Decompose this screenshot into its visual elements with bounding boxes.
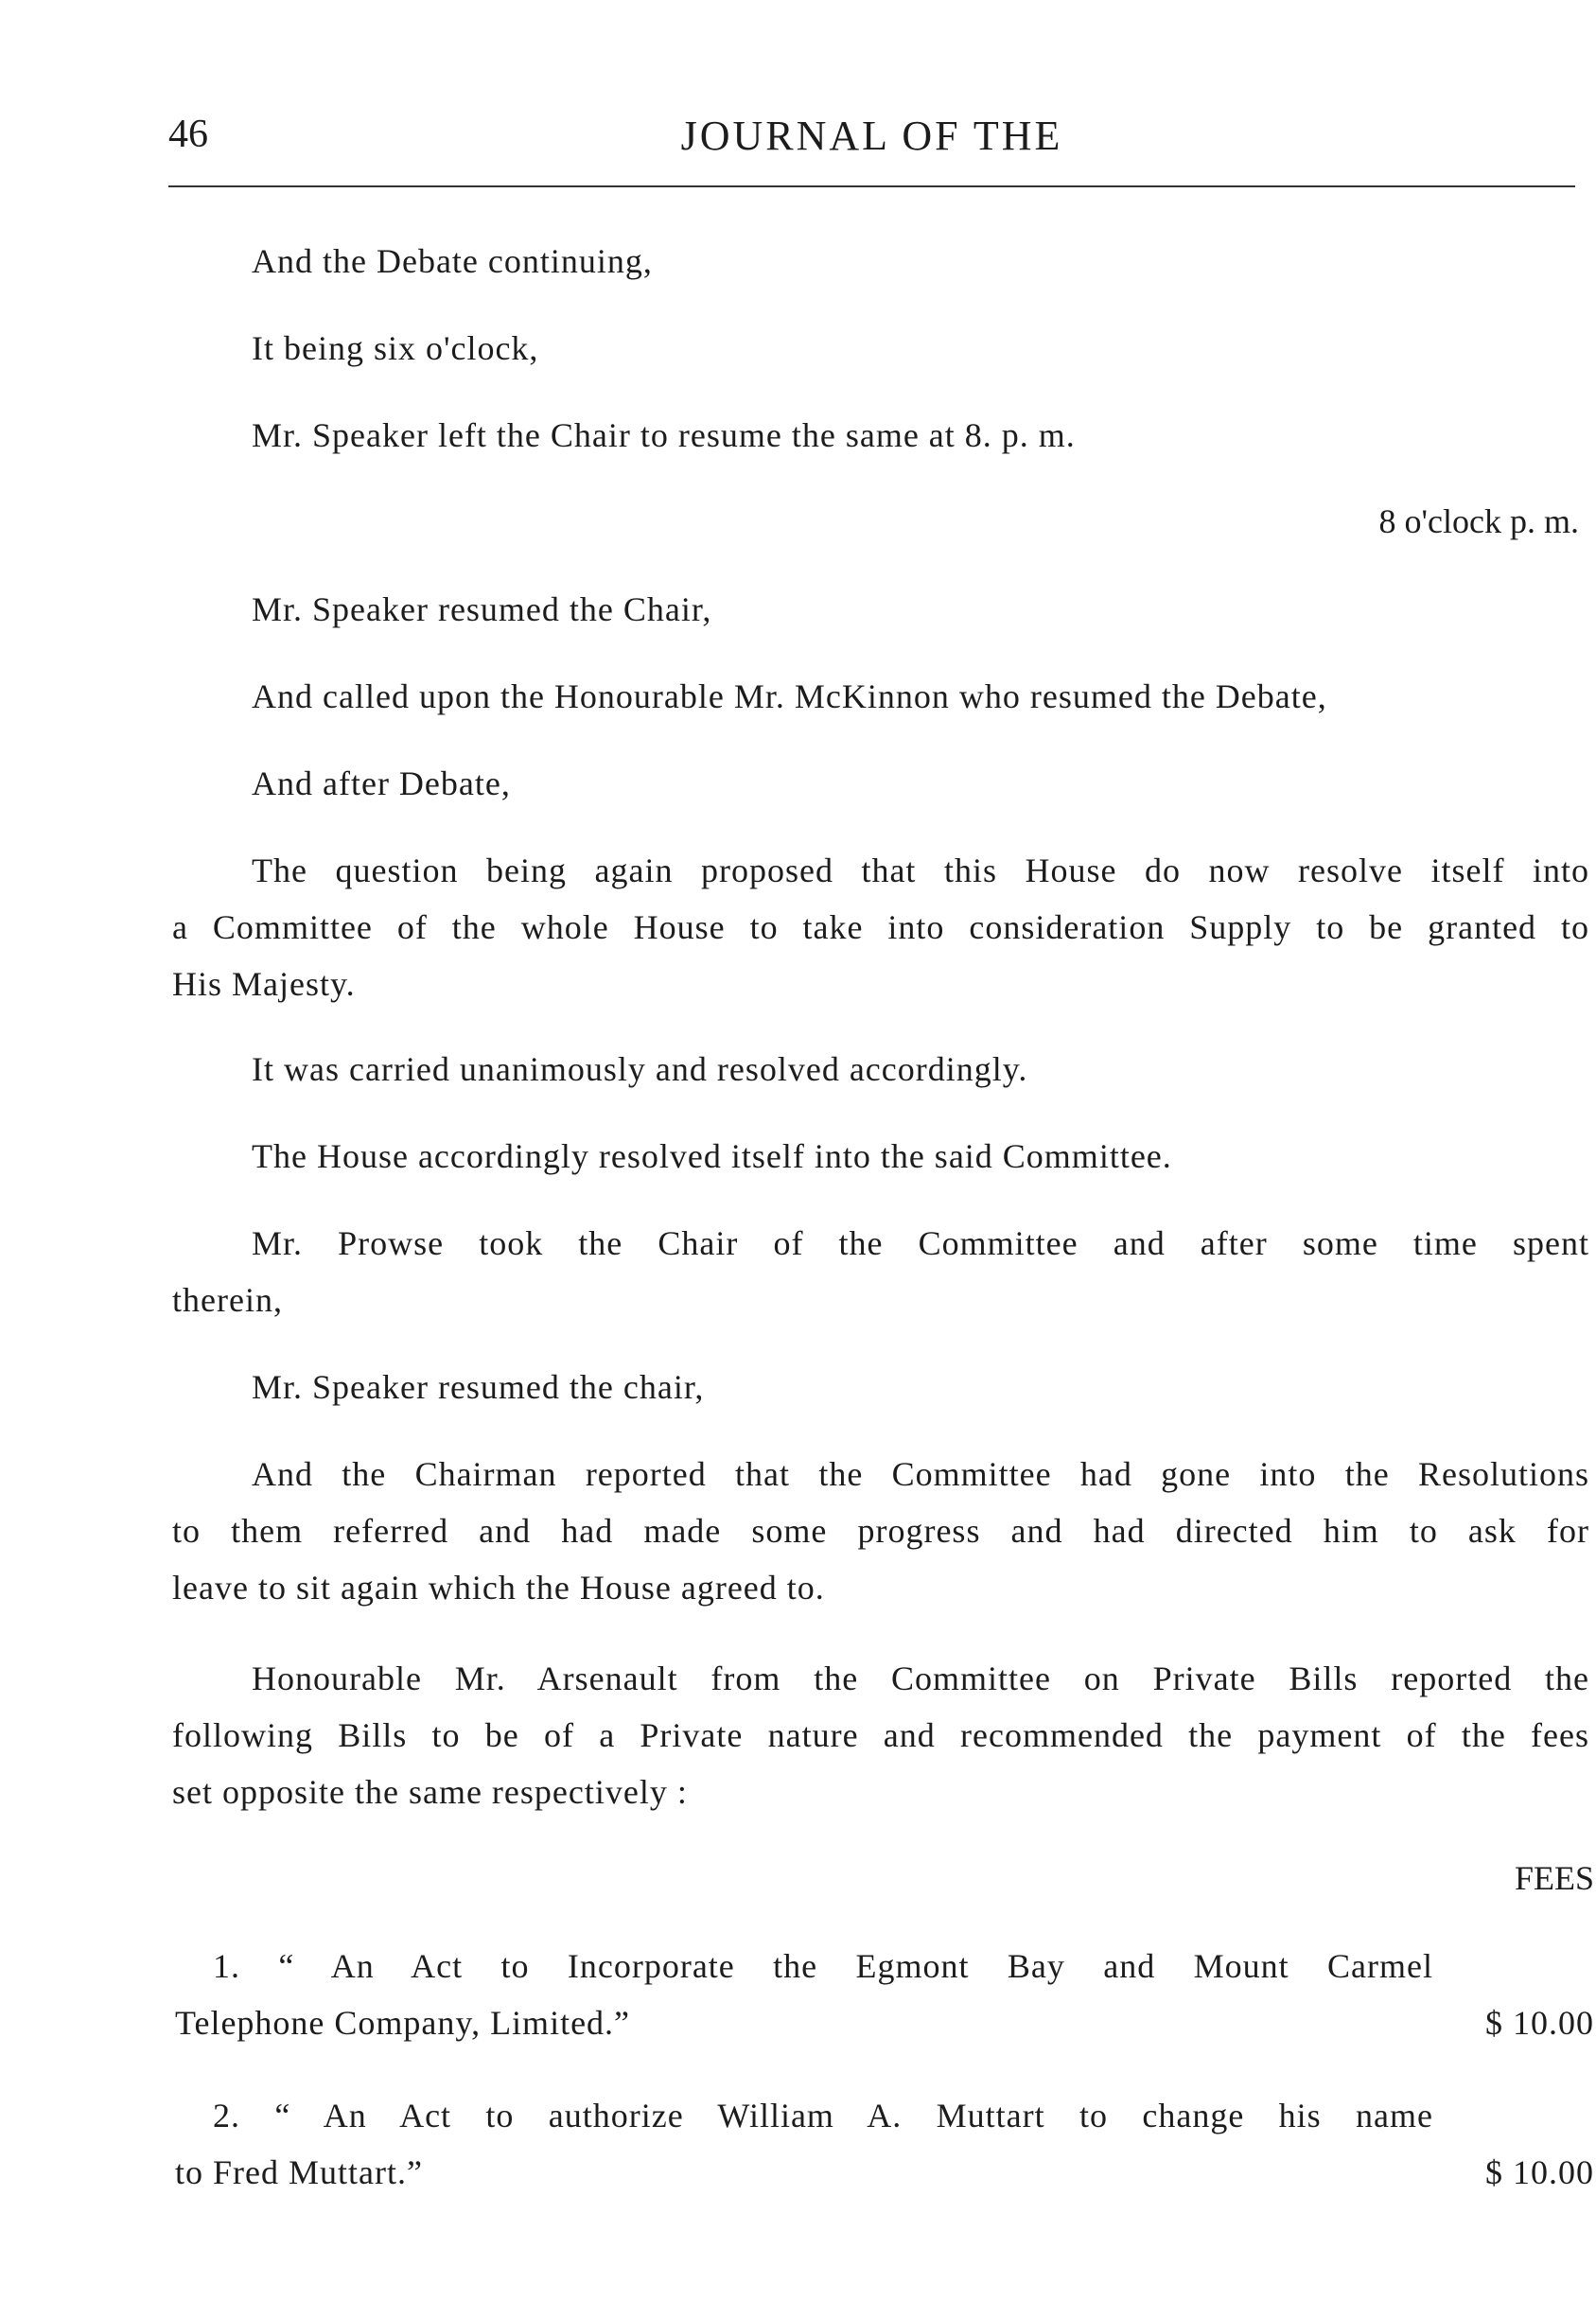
paragraph-speaker-left: Mr. Speaker left the Chair to resume the same at 8. p. m. [252, 416, 1076, 454]
fee-amount: $ 10.00 [1485, 2153, 1594, 2191]
page-number: 46 [168, 113, 208, 156]
fees-heading: FEES [1514, 1859, 1594, 1897]
paragraph-question-proposed: The question being again proposed that this House do now resolve itself into a Committee of the whole House to take into consideration Supply to be granted to His Majesty. [172, 852, 1589, 1003]
paragraph-after-debate: And after Debate, [252, 764, 511, 802]
paragraph-house-resolved: The House accordingly resolved itself into the said Committee. [252, 1137, 1172, 1175]
running-title: JOURNAL OF THE [680, 113, 1063, 159]
time-note: 8 o'clock p. m. [1378, 502, 1579, 540]
paragraph-speaker-resumed: Mr. Speaker resumed the Chair, [252, 590, 712, 628]
header-rule [168, 185, 1575, 187]
fee-item: 1. “ An Act to Incorporate the Egmont Bay and Mount Carmel Telephone Company, Limited.” $ 10.00 [175, 1938, 1594, 2051]
paragraph-speaker-resumed-chair: Mr. Speaker resumed the chair, [252, 1368, 705, 1406]
page-header [168, 112, 1575, 168]
paragraph-prowse-chair: Mr. Prowse took the Chair of the Committee and after some time spent therein, [172, 1224, 1589, 1319]
paragraph-chairman-reported: And the Chairman reported that the Committee had gone into the Resolutions to them referred and had made some progress and had directed him to ask for leave to sit again which the House agreed to. [172, 1455, 1589, 1607]
paragraph-arsenault-report: Honourable Mr. Arsenault from the Committee on Private Bills reported the following Bills to be of a Private nature and recommended the payment of the fees set opposite the same respectively : [172, 1660, 1589, 1811]
fee-item: 2. “ An Act to authorize William A. Muttart to change his name to Fred Muttart.” $ 10.00 [175, 2087, 1594, 2201]
fee-amount: $ 10.00 [1485, 2004, 1594, 2042]
paragraph-called-upon: And called upon the Honourable Mr. McKinnon who resumed the Debate, [252, 677, 1327, 715]
paragraph-six-oclock: It being six o'clock, [252, 329, 539, 367]
paragraph-debate-continuing: And the Debate continuing, [252, 242, 653, 280]
paragraph-carried: It was carried unanimously and resolved accordingly. [252, 1050, 1028, 1088]
